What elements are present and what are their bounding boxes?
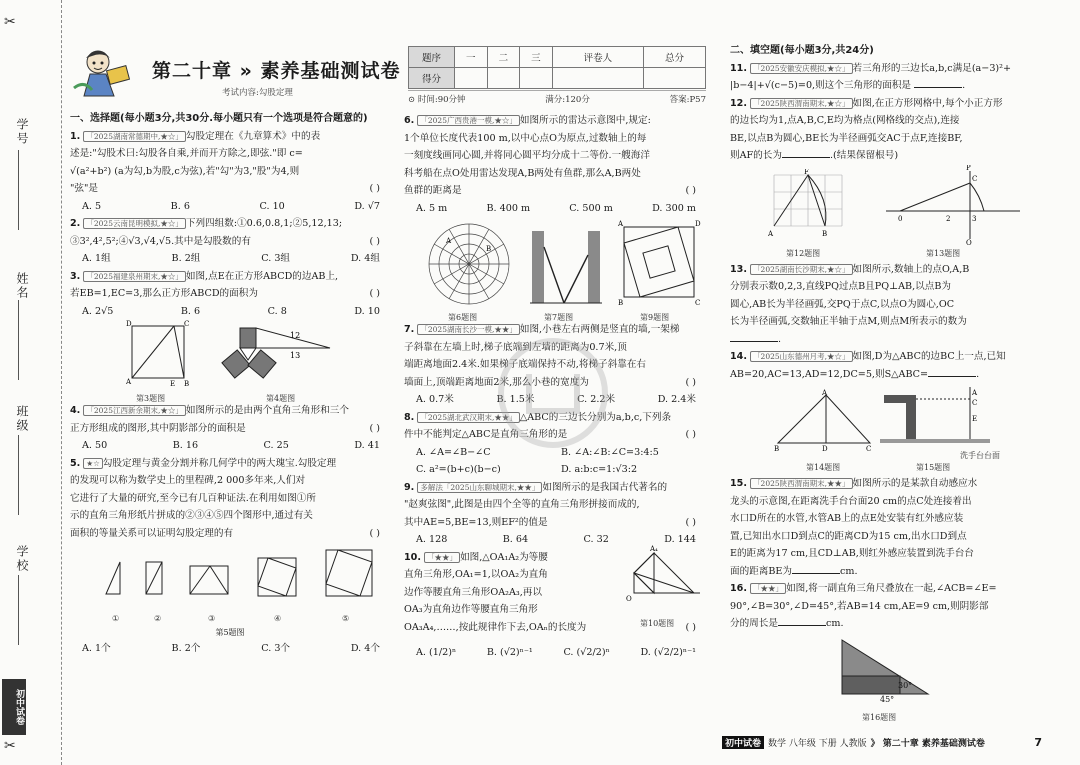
- figure-14-triangle: [774, 389, 874, 451]
- option-d[interactable]: D. 4组: [350, 253, 380, 264]
- svg-text:A: A: [446, 237, 452, 245]
- options: [404, 644, 706, 662]
- question-text: 面的距离BE为: [730, 565, 793, 577]
- figure-12-grid: [768, 169, 848, 241]
- column-1: [70, 110, 390, 658]
- figure-label: ②: [154, 614, 162, 623]
- question-text: 则AF的长为: [730, 150, 782, 161]
- question-4: [70, 402, 390, 455]
- question-text: 圆心,AB长为半径画弧,交PQ于点C,以点O为圆心,OC: [730, 298, 955, 310]
- question-text: 置,已知出水口D到点C的距离CD为15 cm,出水口D到点: [730, 530, 967, 542]
- svg-text:C: C: [695, 299, 701, 305]
- question-text: 墙面上,顶端距离地面2米,那么小巷的宽度为: [404, 376, 589, 388]
- options: [70, 250, 390, 268]
- option-a[interactable]: A. 1组: [82, 253, 111, 264]
- option-b[interactable]: B. 1.5米: [496, 394, 535, 405]
- question-number: 9.: [404, 481, 415, 493]
- svg-text:A: A: [768, 229, 774, 238]
- score-table: [408, 46, 706, 89]
- answer-paren[interactable]: ( ): [685, 185, 696, 196]
- option-c[interactable]: C. (√2/2)ⁿ: [563, 647, 610, 658]
- question-15: [730, 475, 1042, 580]
- exam-content: 考试内容:勾股定理: [222, 88, 293, 98]
- question-text: △ABC的三边长分别为a,b,c,下列条: [519, 411, 672, 423]
- question-number: 1.: [70, 130, 81, 142]
- svg-text:D: D: [822, 445, 828, 451]
- answer-ref: 答案:P57: [669, 95, 706, 105]
- question-13: 13. 「2025湖南长沙期末,★☆」 如图所示,数轴上的点O,A,B 分别表示数0,2,3,直线PQ过点B且PQ⊥AB,以点B为 圆心,AB长为半径画弧,交PQ于点C,以点O为圆心,OC 长为半径画弧,交数轴正半轴于点M,则点M所表示的数为 .: [730, 263, 970, 345]
- figure-label: ⑤: [342, 614, 350, 623]
- question-number: 8.: [404, 411, 415, 423]
- svg-text:E: E: [170, 380, 176, 388]
- option-d[interactable]: D. 4个: [350, 643, 380, 654]
- question-text: 如图所示,数轴上的点O,A,B: [852, 263, 970, 275]
- fill-line: [18, 300, 19, 380]
- option-c[interactable]: C. 8: [267, 305, 287, 317]
- figure-caption: 第15题图: [916, 463, 951, 472]
- question-text: 端距离地面2.4米.如果梯子底端保持不动,将梯子斜靠在右: [404, 359, 647, 370]
- sink-label: 洗手台台面: [960, 451, 1000, 460]
- question-text: 正方形组成的图形,其中阴影部分的面积是: [70, 422, 246, 434]
- question-text: E的距离为17 cm,且CD⊥AB,则红外感应装置到洗手台台: [730, 548, 974, 559]
- question-text: 长为半径画弧,交数轴正半轴于点M,则点M所表示的数为: [730, 316, 967, 327]
- question-tag: 「2025云南昆明模拟,★☆」: [83, 218, 185, 229]
- question-text: 述是:"勾股术曰:勾股各自乘,并而开方除之,即弦."即 c=: [70, 148, 303, 159]
- question-text: 如图,小巷左右两侧是竖直的墙,一架梯: [519, 324, 680, 335]
- question-3: [70, 268, 390, 321]
- question-text: 90°,∠B=30°,∠D=45°,若AB=14 cm,AE=9 cm,则阴影部: [730, 600, 989, 612]
- option-a[interactable]: A. ∠A=∠B−∠C: [416, 446, 491, 458]
- question-text: 分别表示数0,2,3,直线PQ过点B且PQ⊥AB,以点B为: [730, 281, 951, 292]
- option-d[interactable]: D. 41: [354, 440, 380, 451]
- clock-icon: ⊙ 时间:90分钟: [408, 95, 466, 105]
- question-text: .(结果保留根号): [829, 150, 899, 161]
- option-d[interactable]: D. √7: [354, 200, 380, 212]
- cell: 评卷人: [552, 47, 643, 68]
- question-text: 龙头的示意图,在距离洗手台台面20 cm的点C处连接着出: [730, 495, 972, 507]
- svg-text:P: P: [966, 164, 971, 172]
- cell: 得分: [409, 68, 455, 89]
- figure-caption: 第13题图: [926, 248, 961, 258]
- option-b[interactable]: B. ∠A:∠B:∠C=3:4:5: [561, 446, 659, 458]
- figure-caption: 第12题图: [786, 248, 821, 258]
- question-tag: 「2025江西新余期末,★☆」: [83, 405, 185, 416]
- question-text: 若EB=1,EC=3,那么正方形ABCD的面积为: [70, 288, 258, 299]
- figure-3-square: [126, 320, 190, 388]
- option-b[interactable]: B. (√2)ⁿ⁻¹: [486, 647, 533, 658]
- figure-13-numberline: [880, 165, 1030, 245]
- figure-caption: 第5题图: [215, 628, 245, 637]
- fill-line: [18, 575, 19, 645]
- binding-strip: [0, 0, 62, 765]
- question-text: 一刻度线画同心圆,并将同心圆平均分成十二等份.一艘海洋: [404, 150, 650, 161]
- question-text: 如图所示的是某款自动感应水: [852, 478, 978, 489]
- question-tag: 「2025广西贵港一模,★☆」: [417, 115, 519, 126]
- option-d[interactable]: D. a:b:c=1:√3:2: [561, 464, 638, 475]
- column-3: [730, 42, 1042, 633]
- option-b[interactable]: B. 6: [180, 305, 201, 317]
- scissors-icon: ✂: [4, 14, 16, 30]
- question-2: [70, 215, 390, 268]
- option-d[interactable]: D. 2.4米: [657, 394, 696, 405]
- svg-text:A: A: [972, 389, 978, 397]
- section-heading: 二、填空题(每小题3分,共24分): [730, 45, 874, 56]
- full-score: 满分:120分: [545, 95, 590, 105]
- option-c[interactable]: C. 32: [583, 534, 609, 545]
- question-text: 鱼群的距离是: [404, 185, 462, 196]
- svg-text:0: 0: [898, 214, 903, 223]
- option-c[interactable]: C. 3个: [261, 643, 291, 654]
- question-text: 如图所示的雷达示意图中,规定:: [519, 115, 651, 126]
- option-a[interactable]: A. 50: [82, 440, 108, 451]
- question-text: 如图所示的是由两个直角三角形和三个: [185, 405, 349, 416]
- question-5: [70, 455, 390, 543]
- option-b[interactable]: B. 6: [170, 200, 190, 212]
- question-text: 分的周长是: [730, 618, 778, 629]
- svg-text:B: B: [486, 245, 492, 253]
- svg-text:A: A: [822, 389, 828, 397]
- footer-text: 数学 八年级 下册 人教版: [768, 738, 867, 749]
- figure-caption: 第9题图: [640, 313, 670, 322]
- question-text: 边作等腰直角三角形OA₂A₃,再以: [404, 586, 542, 598]
- score-cell[interactable]: [644, 68, 706, 89]
- svg-text:A₄: A₄: [650, 544, 658, 553]
- svg-text:2: 2: [946, 214, 951, 223]
- svg-text:D: D: [695, 220, 701, 228]
- answer-blank[interactable]: [730, 331, 778, 342]
- answer-blank[interactable]: [782, 147, 830, 158]
- option-d[interactable]: D. 10: [354, 305, 380, 317]
- angle-label-30: 30°: [898, 681, 913, 690]
- svg-text:F: F: [804, 168, 809, 176]
- cell: 二: [487, 47, 520, 68]
- option-b[interactable]: B. 2组: [171, 253, 201, 264]
- option-c[interactable]: C. 25: [263, 440, 289, 451]
- question-number: 3.: [70, 270, 81, 282]
- question-tag: 「2025湖南长沙一模,★★」: [417, 324, 519, 335]
- watermark-inner: [526, 374, 580, 414]
- answer-blank[interactable]: [914, 77, 962, 88]
- question-6: [404, 112, 706, 217]
- svg-text:B: B: [618, 299, 624, 305]
- question-text: OA₃为直角边作等腰直角三角形: [404, 604, 538, 615]
- question-text: 如图,在正方形网格中,每个小正方形: [852, 97, 1003, 109]
- unit-text: cm.: [825, 618, 844, 629]
- question-text: BE,以点B为圆心,BE长为半径画弧交AC于点F,连接BF,: [730, 132, 963, 144]
- option-c[interactable]: C. 3组: [261, 253, 291, 264]
- option-d[interactable]: D. (√2/2)ⁿ⁻¹: [640, 647, 696, 658]
- figure-row-12-13: [730, 165, 1042, 261]
- figure-caption: 第10题图: [640, 618, 675, 628]
- question-text: 下列四组数:①0.6,0.8,1;②5,12,13;: [185, 218, 343, 229]
- figure-caption: 第16题图: [862, 713, 897, 722]
- page-header: [72, 42, 402, 104]
- option-c[interactable]: C. 10: [259, 200, 285, 212]
- question-tag: 「★★」: [750, 583, 786, 594]
- page-title: 第二十章 » 素养基础测试卷: [152, 60, 401, 82]
- options: [70, 198, 390, 216]
- answer-paren[interactable]: ( ): [685, 621, 696, 633]
- label-school: 学校: [15, 545, 29, 573]
- answer-paren[interactable]: ( ): [369, 183, 380, 194]
- question-tag: 多解法「2025山东聊城期末,★★」: [417, 482, 542, 493]
- figure-10-spiral: [620, 543, 706, 613]
- options: [404, 200, 706, 218]
- options: [70, 437, 390, 455]
- fig4-label-13: 13: [290, 351, 301, 360]
- option-b[interactable]: B. 2个: [171, 643, 201, 654]
- question-number: 13.: [730, 263, 747, 275]
- figure-5-row: [70, 542, 390, 626]
- section-heading: 一、选择题(每小题3分,共30分.每小题只有一个选项是符合题意的): [70, 113, 368, 124]
- question-text: 如图所示的是我国古代著名的: [542, 481, 668, 493]
- svg-text:C: C: [866, 445, 872, 451]
- score-cell[interactable]: [552, 68, 643, 89]
- question-tag: 「2025湖北武汉期末,★★」: [417, 412, 519, 423]
- svg-text:Q: Q: [966, 238, 972, 245]
- figure-5-proofs: [98, 548, 378, 608]
- option-b[interactable]: B. 16: [172, 440, 199, 451]
- question-number: 15.: [730, 478, 747, 489]
- svg-text:B: B: [774, 445, 780, 451]
- question-tag: 「2025福建泉州期末,★☆」: [83, 271, 185, 282]
- fig4-label-12: 12: [290, 331, 301, 340]
- answer-paren[interactable]: ( ): [369, 288, 380, 299]
- angle-label-45: 45°: [880, 695, 895, 704]
- option-a[interactable]: A. 2√5: [82, 305, 114, 317]
- exam-time: 时间:90分钟: [417, 95, 466, 105]
- svg-text:C: C: [972, 399, 978, 407]
- svg-text:C: C: [184, 320, 190, 328]
- question-tag: 「2025湖南长沙期末,★☆」: [750, 264, 852, 275]
- svg-text:B: B: [184, 380, 190, 388]
- page-footer: [722, 734, 1042, 750]
- question-tag: 「2025山东德州月考,★☆」: [750, 351, 852, 362]
- fill-line: [18, 435, 19, 515]
- cell: 总分: [644, 47, 706, 68]
- label-student-id: 学号: [15, 118, 29, 146]
- footer-chapter: 》 第二十章 素养基础测试卷: [870, 738, 985, 749]
- mascot-icon: [72, 44, 134, 100]
- question-text: ③3²,4²,5²;④√3,√4,√5.其中是勾股数的有: [70, 235, 251, 247]
- question-number: 7.: [404, 324, 415, 335]
- option-a[interactable]: A. 0.7米: [416, 394, 454, 405]
- question-text: 水口D所在的水管,水管AB上的点E处安装有红外感应装: [730, 513, 964, 524]
- question-number: 5.: [70, 457, 81, 469]
- question-1: [70, 128, 390, 216]
- question-text: 如图,△OA₁A₂为等腰: [460, 551, 548, 563]
- svg-text:C: C: [972, 174, 978, 183]
- figure-4-squares: [220, 324, 370, 388]
- figure-caption: 第4题图: [266, 394, 296, 403]
- option-c[interactable]: C. 2.2米: [577, 394, 616, 405]
- question-text: |b−4|+√(c−5)=0,则这个三角形的面积是: [730, 80, 912, 91]
- option-c[interactable]: C. 500 m: [569, 202, 613, 214]
- question-number: 12.: [730, 97, 747, 109]
- question-text: 科考船在点O处用雷达发现A,B两处有鱼群,那么A,B两处: [404, 167, 641, 179]
- question-number: 11.: [730, 62, 747, 74]
- answer-paren[interactable]: ( ): [369, 527, 380, 539]
- svg-text:O: O: [626, 594, 632, 603]
- question-text: 若三角形的三边长a,b,c满足(a−3)²+: [852, 62, 1012, 74]
- question-text: 的发现可以称为数学史上的里程碑,2 000多年来,人们对: [70, 475, 306, 486]
- question-number: 14.: [730, 351, 747, 362]
- answer-paren[interactable]: ( ): [369, 422, 380, 434]
- question-text: 其中AE=5,BE=13,则EF²的值是: [404, 516, 548, 528]
- figure-7-ladder: [530, 227, 602, 307]
- figure-6-radar: [426, 221, 512, 307]
- options: [70, 303, 390, 321]
- figure-caption: 第14题图: [806, 463, 841, 472]
- score-cell[interactable]: [520, 68, 553, 89]
- question-text: 面积的等量关系可以证明勾股定理的有: [70, 527, 234, 539]
- brand-logo: 初中试卷: [2, 679, 26, 735]
- option-a[interactable]: A. (1/2)ⁿ: [416, 647, 457, 658]
- question-11: 11. 「2025安徽安庆模拟,★☆」 若三角形的三边长a,b,c满足(a−3)²+ |b−4|+√(c−5)=0,则这个三角形的面积是 .: [730, 62, 1012, 91]
- question-text: 勾股定理在《九章算术》中的表: [185, 130, 321, 142]
- question-text: 示的直角三角形纸片拼成的②③④⑤四个图形中,通过有关: [70, 510, 313, 521]
- svg-text:A: A: [126, 378, 132, 386]
- question-10: [404, 544, 706, 662]
- option-a[interactable]: A. 5 m: [416, 202, 448, 214]
- unit-text: cm.: [840, 565, 858, 577]
- answer-paren[interactable]: ( ): [685, 429, 696, 440]
- question-tag: 「2025陕西渭南期末,★★」: [750, 478, 852, 489]
- question-text: 子斜靠在左墙上时,梯子底端到左墙的距离为0.7米,顶: [404, 341, 627, 353]
- option-a[interactable]: A. 128: [416, 534, 448, 545]
- figure-row-6-7-9: [404, 217, 706, 321]
- option-a[interactable]: A. 1个: [82, 643, 111, 654]
- figure-label: ④: [274, 614, 282, 623]
- question-text: 如图,将一副直角三角尺叠放在一起,∠ACB=∠E=: [786, 583, 997, 594]
- question-text: "赵爽弦图",此图是由四个全等的直角三角形拼接而成的,: [404, 499, 640, 510]
- answer-paren[interactable]: ( ): [685, 376, 696, 388]
- footer-badge: 初中试卷: [722, 736, 764, 749]
- figure-row-3-4: [70, 320, 390, 402]
- label-name: 姓名: [15, 272, 29, 300]
- exam-info: [408, 90, 706, 104]
- score-header-row: [409, 47, 706, 68]
- svg-text:E: E: [972, 415, 978, 423]
- question-tag: 「★★」: [424, 552, 460, 563]
- question-text: AB=20,AC=13,AD=12,DC=5,则S△ABC=: [730, 368, 929, 380]
- question-tag: 「2025安徽安庆模拟,★☆」: [750, 63, 852, 74]
- fill-line: [18, 150, 19, 230]
- question-text: "弦"是: [70, 183, 99, 194]
- option-d[interactable]: D. 300 m: [652, 202, 696, 214]
- page-number: 7: [1034, 735, 1042, 749]
- question-number: 6.: [404, 115, 415, 126]
- figure-label: ③: [208, 614, 216, 623]
- svg-text:B: B: [822, 229, 828, 238]
- figure-9-zhaoshuang: [616, 219, 702, 305]
- answer-blank[interactable]: [778, 615, 826, 626]
- question-text: 的边长均为1,点A,B,C,E均为格点(网格线的交点),连接: [730, 115, 960, 126]
- question-14: 14. 「2025山东德州月考,★☆」 如图,D为△ABC的边BC上一点,已知 AB=20,AC=13,AD=12,DC=5,则S△ABC= .: [730, 351, 1006, 380]
- figure-row-14-15: [730, 383, 1042, 475]
- question-12: [730, 95, 1042, 165]
- question-number: 4.: [70, 405, 81, 416]
- question-text: 如图,点E在正方形ABCD的边AB上,: [185, 270, 339, 282]
- question-number: 16.: [730, 583, 747, 594]
- cell: 一: [455, 47, 488, 68]
- question-number: 10.: [404, 551, 421, 563]
- figure-caption: 第3题图: [136, 394, 166, 403]
- question-text: OA₃A₄,……,按此规律作下去,OAₙ的长度为: [404, 621, 587, 633]
- figure-label: ①: [112, 614, 120, 623]
- option-c[interactable]: C. a²=(b+c)(b−c): [416, 464, 501, 475]
- cell: 题序: [409, 47, 455, 68]
- option-b[interactable]: B. 400 m: [486, 202, 531, 214]
- question-tag: ★☆: [83, 458, 102, 469]
- score-value-row: [409, 68, 706, 89]
- question-text: 件中不能判定△ABC是直角三角形的是: [404, 429, 568, 440]
- question-tag: 「2025湖南常德期中,★☆」: [83, 131, 185, 142]
- answer-blank[interactable]: [792, 563, 840, 574]
- option-d[interactable]: D. 144: [664, 534, 696, 545]
- question-16: [730, 580, 1042, 633]
- score-cell[interactable]: [487, 68, 520, 89]
- answer-paren[interactable]: ( ): [685, 516, 696, 528]
- question-text: 勾股定理与黄金分割并称几何学中的两大瑰宝.勾股定理: [102, 457, 337, 469]
- option-a[interactable]: A. 5: [82, 200, 102, 212]
- answer-paren[interactable]: ( ): [369, 235, 380, 247]
- faucet-icon: [880, 383, 990, 451]
- question-text: 直角三角形,OA₁=1,以OA₂为直角: [404, 569, 548, 580]
- figure-caption: 第7题图: [544, 313, 574, 322]
- answer-blank[interactable]: [928, 366, 976, 377]
- cell: 三: [520, 47, 553, 68]
- svg-text:D: D: [126, 320, 132, 328]
- question-number: 2.: [70, 218, 81, 229]
- question-text: √(a²+b²) (a为勾,b为股,c为弦),若"勾"为3,"股"为4,则: [70, 165, 300, 177]
- watermark-logo: [498, 338, 608, 448]
- options: [404, 444, 706, 479]
- option-b[interactable]: B. 64: [502, 534, 529, 545]
- figure-caption: 第6题图: [448, 313, 478, 322]
- question-text: 1个单位长度代表100 m,以中心点O为原点,过数轴上的每: [404, 132, 647, 144]
- figure-16-setsquares: [836, 638, 936, 704]
- question-text: 它进行了大量的研究,至今已有几百种证法.在利用如图①所: [70, 492, 316, 504]
- question-9: [404, 479, 706, 549]
- label-class: 班级: [15, 405, 29, 433]
- question-tag: 「2025陕西渭南期末,★☆」: [750, 98, 852, 109]
- question-text: 如图,D为△ABC的边BC上一点,已知: [852, 351, 1006, 362]
- svg-text:3: 3: [972, 214, 977, 223]
- scissors-icon: ✂: [4, 738, 16, 754]
- svg-text:A: A: [618, 220, 624, 228]
- score-cell[interactable]: [455, 68, 488, 89]
- options: [70, 640, 390, 658]
